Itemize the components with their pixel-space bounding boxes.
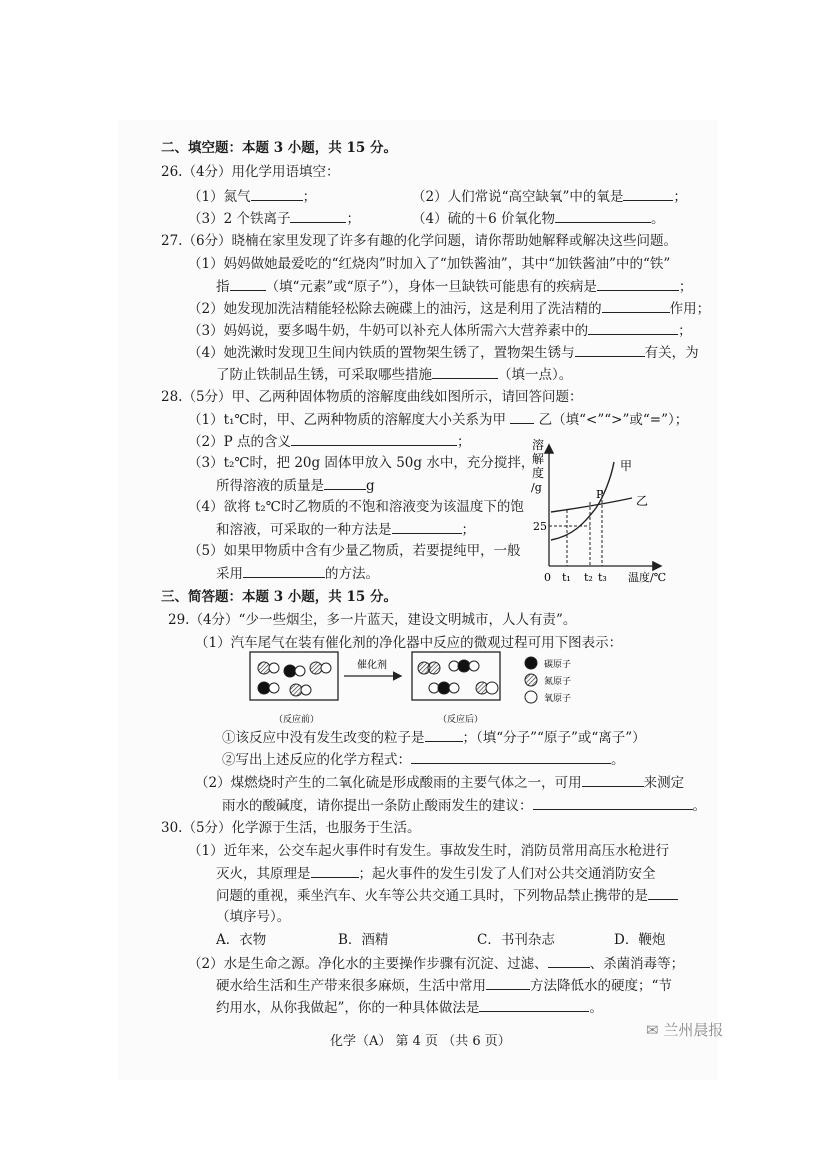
- q30-option-d: D．鞭炮: [614, 932, 666, 948]
- q30-part2-line1: （2）水是生命之源。净化水的主要操作步骤有沉淀、过滤、 、杀菌消毒等；: [188, 956, 685, 972]
- wechat-icon: ✉: [646, 1021, 664, 1039]
- q26-part4: （4）硫的＋6 价氧化物 。: [412, 211, 665, 227]
- after-label: （反应后）: [438, 715, 484, 725]
- q29-part2-line1: （2）煤燃烧时产生的二氧化硫是形成酸雨的主要气体之一，可用 来测定: [195, 775, 685, 791]
- legend-carbon: 碳原子: [544, 660, 572, 670]
- q30-stem: 30.（5分）化学源于生活，也服务于生活。: [161, 820, 421, 836]
- q28-part4-line2: 和溶液，可采取的一种方法是 ；: [216, 522, 475, 538]
- q27-part4-line1: （4）她洗漱时发现卫生间内铁质的置物架生锈了，置物架生锈与 有关，为: [188, 345, 699, 361]
- ylabel-2: 解: [532, 452, 545, 466]
- tick-t3: t₃: [598, 571, 607, 584]
- q26-stem: 26.（4分）用化学用语填空：: [161, 164, 340, 180]
- tick-t1: t₁: [562, 571, 571, 584]
- nitrogen-legend-icon: [525, 674, 537, 686]
- q30-part1-line3: 问题的重视，乘坐汽车、火车等公共交通工具时，下列物品禁止携带的是: [216, 886, 678, 905]
- q29-sub1: ①该反应中没有发生改变的粒子是 ；（填“分子”“原子”或“离子”）: [222, 730, 646, 746]
- watermark: ✉ 兰州晨报: [646, 1021, 724, 1039]
- ylabel-3: 度: [532, 466, 545, 480]
- q28-part5-line1: （5）如果甲物质中含有少量乙物质，若要提纯甲，一般: [188, 543, 521, 559]
- q30-part1-line1: （1）近年来，公交车起火事件时有发生。事故发生时，消防员常用高压水枪进行: [188, 843, 670, 859]
- q30-option-c: C．书刊杂志: [477, 932, 555, 948]
- curve-a: [551, 462, 614, 540]
- q27-part1-line2: 指 （填“元素”或“原子”），身体一旦缺铁可能患有的疾病是 ；: [216, 279, 693, 295]
- q28-stem: 28.（5分）甲、乙两种固体物质的溶解度曲线如图所示，请回答问题：: [161, 389, 583, 405]
- before-label: （反应前）: [274, 715, 320, 725]
- ylabel-4: /g: [531, 481, 542, 494]
- q30-option-a: A．衣物: [216, 932, 267, 948]
- legend-oxygen: 氧原子: [544, 694, 572, 704]
- xlabel: 温度/℃: [628, 571, 667, 584]
- tick-t2: t₂: [584, 571, 593, 584]
- q29-stem: 29.（4分）“少一些烟尘，多一片蓝天，建设文明城市，人人有责”。: [168, 612, 577, 628]
- carbon-legend-icon: [525, 657, 537, 669]
- q28-part3-line2: 所得溶液的质量是 g: [216, 478, 375, 494]
- q30-part1-line4: （填序号）。: [216, 909, 291, 925]
- ylabel-1: 溶: [532, 438, 545, 452]
- page-footer: 化学（A） 第 4 页 （共 6 页）: [330, 1034, 511, 1049]
- q29-part1: （1）汽车尾气在装有催化剂的净化器中反应的微观过程可用下图表示：: [195, 635, 623, 651]
- q28-part4-line1: （4）欲将 t₂℃时乙物质的不饱和溶液变为该温度下的饱: [188, 499, 524, 515]
- q26-part3: （3）2 个铁离子 ；: [188, 211, 360, 227]
- q30-part2-line3: 约用水，从你我做起”，你的一种具体做法是 。: [216, 1000, 603, 1016]
- value-25: 25: [533, 520, 547, 533]
- q30-part2-line2: 硬水给生活和生产带来很多麻烦，生活中常用 方法降低水的硬度；“节: [216, 978, 672, 994]
- q30-part1-line2: 灭火，其原理是 ；起火事件的发生引发了人们对公共交通消防安全: [216, 866, 656, 882]
- q26-part2: （2）人们常说“高空缺氧”中的氧是 ；: [412, 189, 687, 205]
- q29-part2-line2: 雨水的酸碱度，请你提出一条防止酸雨发生的建议： 。: [222, 798, 706, 814]
- section-3-title: 三、简答题：本题 3 小题，共 15 分。: [161, 589, 397, 605]
- q28-part3-line1: （3）t₂℃时，把 20g 固体甲放入 50g 水中，充分搅拌，: [188, 455, 535, 471]
- solubility-chart: [524, 432, 684, 588]
- q28-part5-line2: 采用 的方法。: [216, 566, 379, 582]
- point-p: P: [596, 488, 604, 501]
- section-2-title: 二、填空题：本题 3 小题，共 15 分。: [161, 140, 397, 156]
- label-b: 乙: [636, 494, 649, 508]
- q30-option-b: B．酒精: [338, 932, 389, 948]
- q29-sub2: ②写出上述反应的化学方程式： 。: [222, 752, 625, 768]
- q28-part1: （1）t₁℃时，甲、乙两种物质的溶解度大小关系为甲 乙（填“<”“>”或“=”）；: [188, 412, 689, 428]
- q27-part3: （3）妈妈说，要多喝牛奶，牛奶可以补充人体所需六大营养素中的 ；: [188, 323, 692, 339]
- legend-nitrogen: 氮原子: [544, 677, 572, 687]
- q27-part4-line2: 了防止铁制品生锈，可采取哪些措施 （填一点）。: [216, 367, 573, 383]
- reaction-figure: [240, 646, 610, 730]
- q28-part2: （2）P 点的含义 ；: [188, 434, 471, 450]
- q26-part1: （1）氮气 ；: [188, 189, 317, 205]
- oxygen-legend-icon: [525, 691, 537, 703]
- label-a: 甲: [620, 459, 633, 473]
- catalyst-label: 催化剂: [357, 660, 387, 671]
- curve-b: [551, 498, 632, 512]
- q27-part2: （2）她发现加洗洁精能轻松除去碗碟上的油污，这是利用了洗洁精的 作用；: [188, 301, 711, 317]
- q27-part1-line1: （1）妈妈做她最爱吃的“红烧肉”时加入了“加铁酱油”，其中“加铁酱油”中的“铁”: [188, 256, 671, 272]
- q27-stem: 27.（6分）晓楠在家里发现了许多有趣的化学问题，请你帮助她解释或解决这些问题。: [161, 233, 678, 249]
- origin: 0: [544, 571, 551, 584]
